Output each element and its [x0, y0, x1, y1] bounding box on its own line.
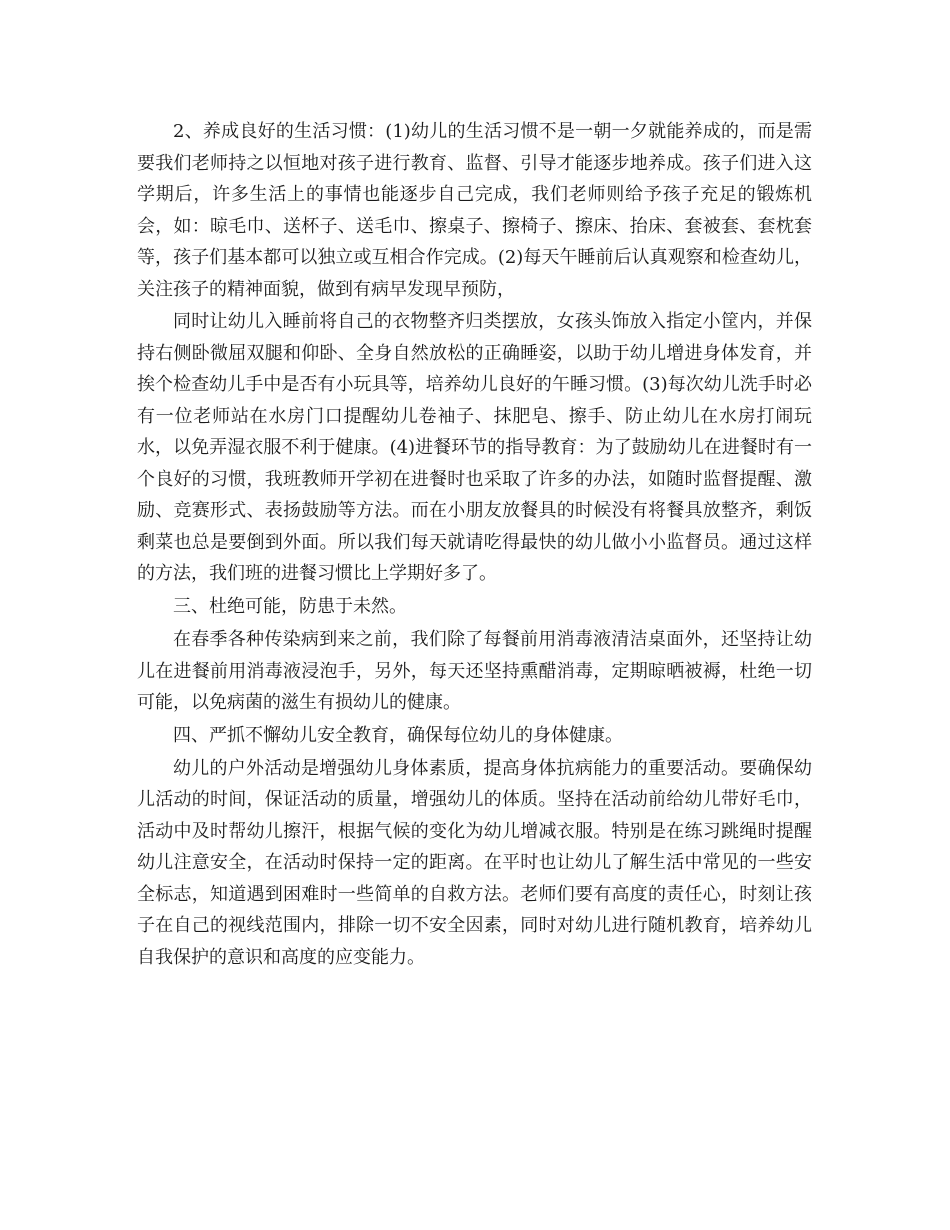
section-heading-prevention: 三、杜绝可能，防患于未然。 [173, 596, 407, 618]
section-heading-safety-education: 四、严抓不懈幼儿安全教育，确保每位幼儿的身体健康。 [173, 725, 623, 747]
paragraph-outdoor-activities: 幼儿的户外活动是增强幼儿身体素质，提高身体抗病能力的重要活动。要确保幼儿活动的时间，保证活动的质量，增强幼儿的体质。坚持在活动前给幼儿带好毛巾，活动中及时帮幼儿擦汗，根据气候的变化为幼儿增减衣服。特别是在练习跳绳时提醒幼儿注意安全，在活动时保持一定的距离。在平时也让幼儿了解生活中常见的一些安全标志，知道遇到困难时一些简单的自救方法。老师们要有高度的责任心，时刻让孩子在自己的视线范围内，排除一切不安全因素，同时对幼儿进行随机教育，培养幼儿自我保护的意识和高度的应变能力。 [137, 757, 812, 968]
paragraph-nap-and-meal-habits: 同时让幼儿入睡前将自己的衣物整齐归类摆放，女孩头饰放入指定小筐内，并保持右侧卧微屈双腿和仰卧、全身自然放松的正确睡姿，以助于幼儿增进身体发育，并挨个检查幼儿手中是否有小玩具等，培养幼儿良好的午睡习惯。(3)每次幼儿洗手时必有一位老师站在水房门口提醒幼儿卷袖子、抹肥皂、擦手、防止幼儿在水房打闹玩水，以免弄湿衣服不利于健康。(4)进餐环节的指导教育：为了鼓励幼儿在进餐时有一个良好的习惯，我班教师开学初在进餐时也采取了许多的办法，如随时监督提醒、激励、竞赛形式、表扬鼓励等方法。而在小朋友放餐具的时候没有将餐具放整齐，剩饭剩菜也总是要倒到外面。所以我们每天就请吃得最快的幼儿做小小监督员。通过这样的方法，我们班的进餐习惯比上学期好多了。 [137, 311, 812, 585]
paragraph-living-habits: 2、养成良好的生活习惯：(1)幼儿的生活习惯不是一朝一夕就能养成的，而是需要我们老师持之以恒地对孩子进行教育、监督、引导才能逐步地养成。孩子们进入这学期后，许多生活上的事情也能逐步自己完成，我们老师则给予孩子充足的锻炼机会，如：晾毛巾、送杯子、送毛巾、擦桌子、擦椅子、擦床、抬床、套被套、套枕套等，孩子们基本都可以独立或互相合作完成。(2)每天午睡前后认真观察和检查幼儿，关注孩子的精神面貌，做到有病早发现早预防， [137, 121, 812, 300]
paragraph-disinfection: 在春季各种传染病到来之前，我们除了每餐前用消毒液清洁桌面外，还坚持让幼儿在进餐前用消毒液浸泡手，另外，每天还坚持熏醋消毒，定期晾晒被褥，杜绝一切可能，以免病菌的滋生有损幼儿的健康。 [137, 629, 812, 714]
document-body [137, 116, 812, 975]
